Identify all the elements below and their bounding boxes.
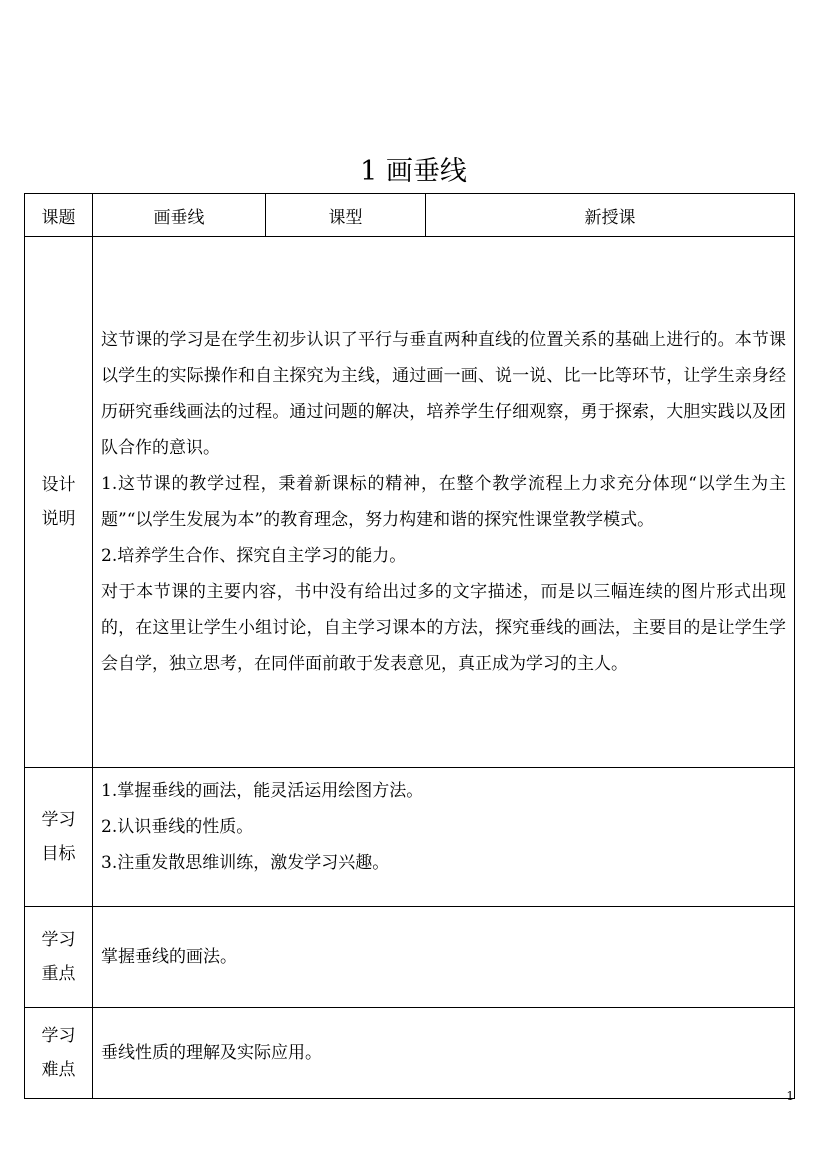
design-paragraph: 2.培养学生合作、探究自主学习的能力。 <box>101 546 407 566</box>
topic-label: 课题 <box>25 194 93 237</box>
difficulties-label-line1: 学习 <box>41 1026 76 1046</box>
goal-item: 3.注重发散思维训练，激发学习兴趣。 <box>101 853 390 873</box>
design-content <box>93 237 795 768</box>
key-points-label-line2: 重点 <box>41 964 76 984</box>
design-paragraph: 1.这节课的教学过程，秉着新课标的精神，在整个教学流程上力求充分体现“以学生为主题”“以学生发展为本”的教育理念，努力构建和谐的探究性课堂教学模式。 <box>101 474 786 530</box>
goals-content <box>93 768 795 907</box>
goals-row <box>25 768 795 907</box>
design-label-line1: 设计 <box>41 475 76 495</box>
type-label: 课型 <box>266 194 426 237</box>
header-row <box>25 194 795 237</box>
difficulties-row <box>25 1008 795 1099</box>
design-label <box>25 237 93 768</box>
difficulties-content: 垂线性质的理解及实际应用。 <box>93 1008 795 1099</box>
key-points-label-line1: 学习 <box>41 930 76 950</box>
goals-label-line1: 学习 <box>41 810 76 830</box>
difficulties-label-line2: 难点 <box>41 1060 76 1080</box>
type-value: 新授课 <box>426 194 795 237</box>
key-points-label <box>25 907 93 1008</box>
key-points-row <box>25 907 795 1008</box>
key-points-content: 掌握垂线的画法。 <box>93 907 795 1008</box>
difficulties-label <box>25 1008 93 1099</box>
lesson-plan-table <box>24 193 795 1099</box>
page-number: 1 <box>786 1089 794 1103</box>
goals-label <box>25 768 93 907</box>
goal-item: 2.认识垂线的性质。 <box>101 817 254 837</box>
goal-item: 1.掌握垂线的画法，能灵活运用绘图方法。 <box>101 781 424 801</box>
design-paragraph: 这节课的学习是在学生初步认识了平行与垂直两种直线的位置关系的基础上进行的。本节课以学生的实际操作和自主探究为主线，通过画一画、说一说、比一比等环节，让学生亲身经历研究垂线画法的过程。通过问题的解决，培养学生仔细观察，勇于探索，大胆实践以及团队合作的意识。 <box>101 330 786 458</box>
page-title: 1 画垂线 <box>360 156 467 187</box>
goals-label-line2: 目标 <box>41 844 76 864</box>
design-paragraph: 对于本节课的主要内容，书中没有给出过多的文字描述，而是以三幅连续的图片形式出现的，在这里让学生小组讨论，自主学习课本的方法，探究垂线的画法，主要目的是让学生学会自学，独立思考，在同伴面前敢于发表意见，真正成为学习的主人。 <box>101 582 786 674</box>
design-label-line2: 说明 <box>41 509 76 529</box>
topic-value: 画垂线 <box>93 194 266 237</box>
design-row <box>25 237 795 768</box>
